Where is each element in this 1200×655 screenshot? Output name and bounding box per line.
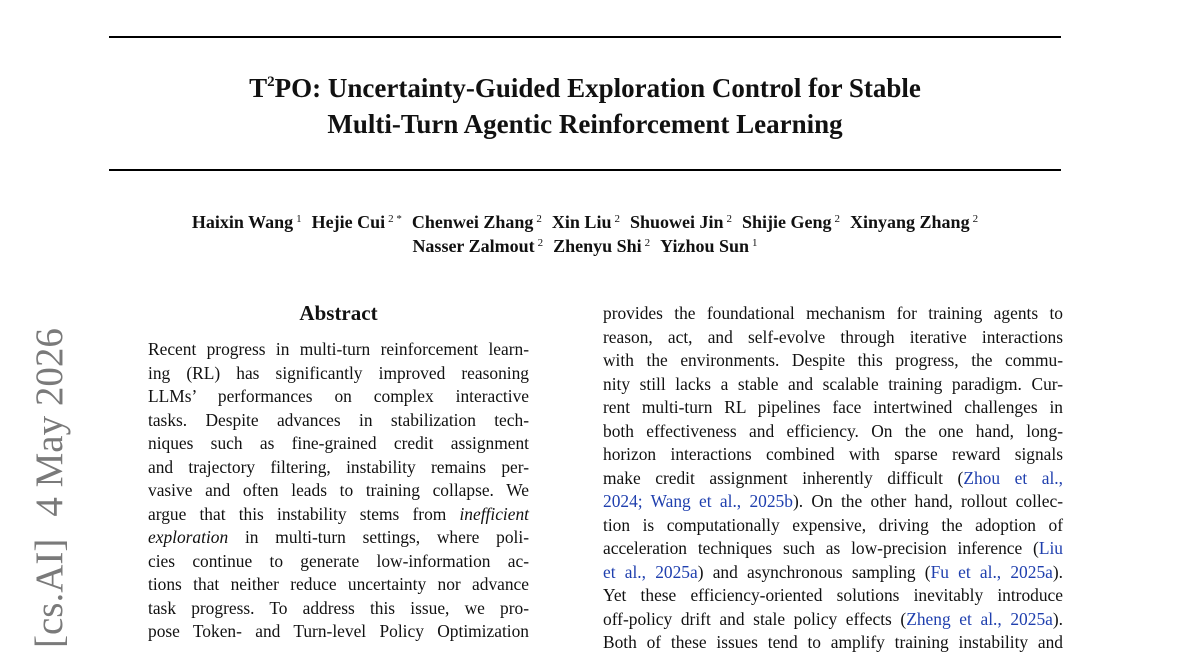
paper-title xyxy=(109,70,1061,142)
body-line: acceleration techniques such as low-precision inference (Liu xyxy=(603,538,1063,558)
author-name: Chenwei Zhang $^2$ xyxy=(411,212,542,232)
abstract-line: pose Token- and Turn-level Policy Optimization xyxy=(148,621,529,641)
author-name: Nasser Zalmout $^2$ xyxy=(412,236,544,256)
affiliation-marker: 2 xyxy=(972,213,979,225)
author-name: Shuowei Jin $^2$ xyxy=(629,212,732,232)
author-name: Zhenyu Shi $^2$ xyxy=(553,236,651,256)
abstract-line: LLMs’ performances on complex interactive xyxy=(148,386,529,406)
author-name: Yizhou Sun $^1$ xyxy=(660,236,758,256)
author-name: Shijie Geng $^2$ xyxy=(742,212,841,232)
body-line: rent multi-turn RL pipelines face intertwined challenges in xyxy=(603,397,1063,417)
body-line: 2024; Wang et al., 2025b). On the other hand, rollout collec- xyxy=(603,491,1063,511)
abstract-line: tions that neither reduce uncertainty nor advance xyxy=(148,574,529,594)
body-line: Yet these efficiency-oriented solutions inevitably introduce xyxy=(603,585,1063,605)
title-superscript: 2 xyxy=(267,74,275,90)
author-list xyxy=(109,210,1061,258)
abstract-line: and trajectory filtering, instability remains per- xyxy=(148,456,529,477)
author-name: Hejie Cui $^{2 *}$ xyxy=(311,212,402,232)
title-line-2: Multi-Turn Agentic Reinforcement Learning xyxy=(327,109,843,139)
abstract-line: niques such as fine-grained credit assignment xyxy=(148,433,529,453)
introduction-body xyxy=(603,302,1063,655)
affiliation-marker: 2 xyxy=(537,237,544,249)
affiliation-marker: 2 xyxy=(834,213,841,225)
title-bottom-rule xyxy=(109,169,1061,171)
body-line: reason, act, and self-evolve through iterative interactions xyxy=(603,326,1063,347)
abstract-body xyxy=(148,338,529,644)
citation-link[interactable]: 2024; Wang et al., 2025b xyxy=(603,491,793,511)
citation-link[interactable]: Zhou et al., xyxy=(963,467,1063,488)
abstract-line: Recent progress in multi-turn reinforcement learn- xyxy=(148,339,529,359)
title-line-1: $T^2PO$: Uncertainty-Guided Exploration Control for Stable xyxy=(249,73,921,103)
body-line: with the environments. Despite this progress, the commu- xyxy=(603,350,1063,370)
author-name: Haixin Wang $^1$ xyxy=(191,212,302,232)
body-line: et al., 2025a) and asynchronous sampling (Fu et al., 2025a). xyxy=(603,561,1063,582)
body-line: both effectiveness and efficiency. On the one hand, long- xyxy=(603,420,1063,441)
abstract-line: cies continue to generate low-information ac- xyxy=(148,550,529,571)
arxiv-watermark: [cs.AI]4 May 2026 xyxy=(28,328,71,648)
citation-link[interactable]: Liu xyxy=(1038,538,1063,558)
citation-link[interactable]: Zheng et al., 2025a xyxy=(906,608,1053,629)
body-line: horizon interactions combined with sparse reward signals xyxy=(603,444,1063,464)
abstract-line: ing (RL) has significantly improved reasoning xyxy=(148,362,529,383)
affiliation-marker: 1 xyxy=(752,237,758,249)
emphasis-inefficient: inefficient xyxy=(459,503,529,524)
affiliation-marker: 2 xyxy=(644,237,651,249)
emphasis-exploration: exploration xyxy=(148,527,229,547)
author-name: Xin Liu $^2$ xyxy=(551,212,620,232)
title-top-rule xyxy=(109,36,1061,38)
affiliation-marker: 2 xyxy=(726,213,732,225)
body-line: make credit assignment inherently difficult (Zhou et al., xyxy=(603,467,1063,488)
abstract-heading: Abstract xyxy=(299,301,378,325)
citation-link[interactable]: Fu et al., 2025a xyxy=(930,561,1053,582)
affiliation-marker: 2 xyxy=(536,213,542,225)
body-line: off-policy drift and stale policy effects (Zheng et al., 2025a). xyxy=(603,608,1063,629)
author-line-1 xyxy=(109,210,1061,234)
abstract-line: exploration in multi-turn settings, where poli- xyxy=(148,527,529,547)
citation-link[interactable]: et al., 2025a xyxy=(603,561,698,582)
affiliation-marker: 2 * xyxy=(388,213,402,225)
body-line: tion is computationally expensive, driving the adoption of xyxy=(603,514,1063,535)
abstract-line: vasive and often leads to training collapse. We xyxy=(148,480,529,500)
abstract-line: task progress. To address this issue, we pro- xyxy=(148,597,529,618)
body-line: provides the foundational mechanism for training agents to xyxy=(603,303,1063,323)
body-line: Both of these issues tend to amplify training instability and xyxy=(603,632,1063,652)
author-line-2 xyxy=(109,234,1061,258)
body-line: nity still lacks a stable and scalable training paradigm. Cur- xyxy=(603,373,1063,394)
abstract-line: argue that this instability stems from inefficient xyxy=(148,503,529,524)
author-name: Xinyang Zhang $^2$ xyxy=(850,212,979,232)
affiliation-marker: 1 xyxy=(296,213,302,225)
abstract-line: tasks. Despite advances in stabilization tech- xyxy=(148,409,529,430)
affiliation-marker: 2 xyxy=(614,213,620,225)
